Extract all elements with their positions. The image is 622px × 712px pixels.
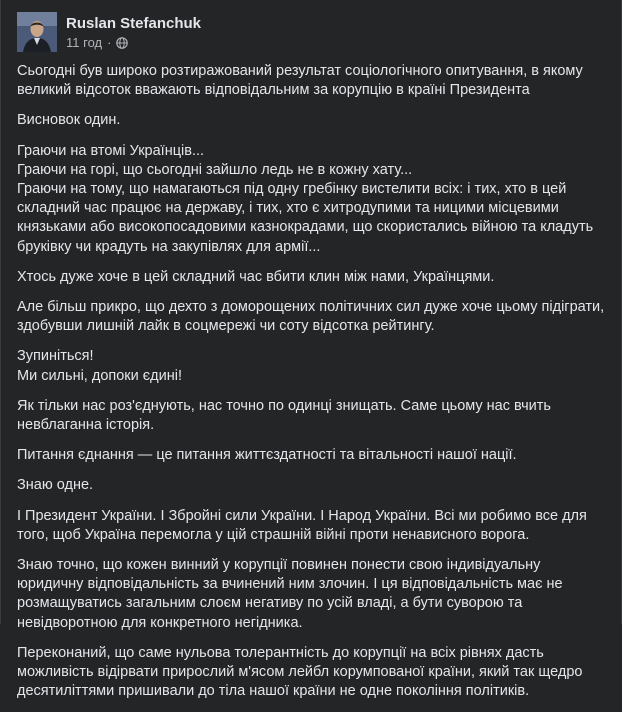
post-paragraph: Питання єднання — це питання життєздатності та вітальності нашої нації. <box>17 447 517 464</box>
post-paragraph: Граючи на втомі Українців... Граючи на горі, що сьогодні зайшло ледь не в кожну хату... Граючи на тому, що намагаються під одну гребінку вистелити всіх: і тих, хто в цей складний час працює на державу, і тих, хто є хитродупими та ницими місцевими князьками або високопосадовими казнокрадами, що скористались війною та кладуть бруківку чи крадуть на закупівлях для армії... <box>17 142 594 255</box>
post-paragraph: Переконаний, що саме нульова толерантність до корупції на всіх рівнях дасть можливість відірвати прирослий м'ясом лейбл корумпованої країни, який так щедро десятиліттями пришивали до тіла нашої країни не одне покоління політиків. <box>17 644 583 700</box>
post-paragraph: І Президент України. І Збройні сили України. І Народ України. Всі ми робимо все для того, щоб Україна перемогла у цій страшній війні проти ненависного ворога. <box>17 507 587 543</box>
author-avatar[interactable] <box>17 12 57 52</box>
post-meta <box>66 14 201 51</box>
post-subline <box>66 35 201 51</box>
post-paragraph: Знаю точно, що кожен винний у корупції повинен понести свою індивідуальну юридичну відповідальність за вчинений ним злочин. І ця відповідальність має не розмащуватись загальним слоєм негативу по усій владі, а бути суворою та невідворотною для конкретного негідника. <box>17 557 563 631</box>
post-body <box>17 62 609 712</box>
post-paragraph: Як тільки нас роз'єднують, нас точно по одинці знищать. Саме цьому нас вчить невблаганна історія. <box>17 397 551 434</box>
avatar-portrait-icon <box>17 12 57 52</box>
separator-dot: · <box>107 35 112 50</box>
post-paragraph: Висновок один. <box>17 112 121 129</box>
post-paragraph: Але більш прикро, що дехто з доморощених політичних сил дуже хоче цьому підіграти, здобувши лишній лайк в соцмережі чи соту відсотка рейтингу. <box>17 299 605 335</box>
post-paragraph: Зупиніться! Ми сильні, допоки єдині! <box>17 348 182 384</box>
post-timestamp[interactable]: 11 год <box>66 35 103 50</box>
author-name[interactable]: Ruslan Stefanchuk <box>66 15 202 32</box>
globe-icon[interactable] <box>116 37 128 49</box>
post-paragraph: Знаю одне. <box>17 477 94 494</box>
post-header <box>17 12 201 52</box>
post-paragraph: Сьогодні був широко розтиражований результат соціологічного опитування, в якому великий відсоток вважають відповідальним за корупцію в країні Президента <box>17 63 583 99</box>
post-paragraph: Хтось дуже хоче в цей складний час вбити клин між нами, Українцями. <box>17 268 495 285</box>
